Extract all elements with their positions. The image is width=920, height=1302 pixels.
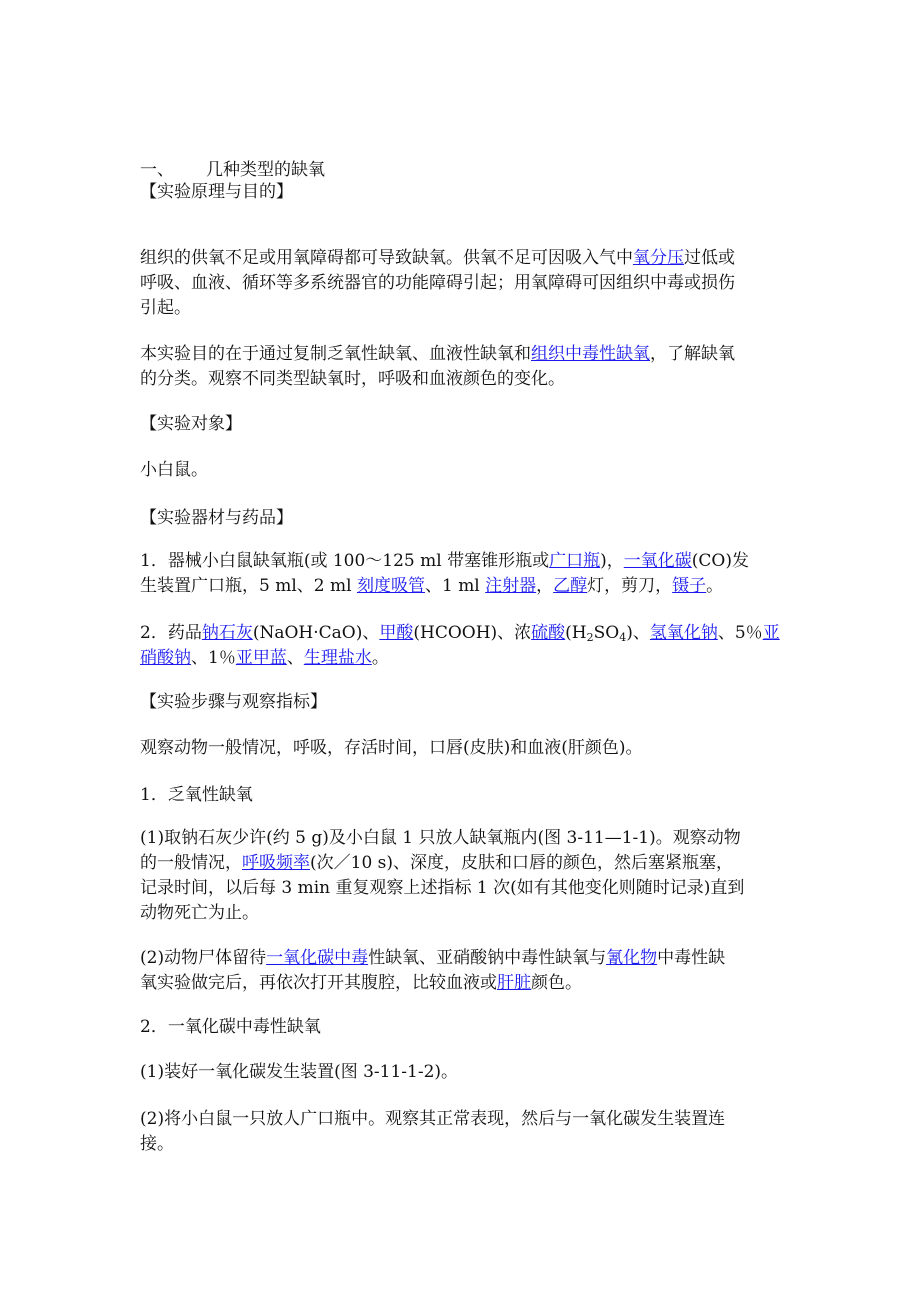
text-run: 颜色。 <box>531 973 582 993</box>
step1-title: 1．乏氧性缺氧 <box>140 785 253 805</box>
heading-steps: 【实验步骤与观察指标】 <box>140 692 327 712</box>
text-run: )， <box>600 551 624 571</box>
link-formic-acid[interactable]: 甲酸 <box>379 623 414 643</box>
text-run: 本实验目的在于通过复制乏氧性缺氧、血液性缺氧和 <box>140 344 531 364</box>
text-run: 过低或 <box>684 248 735 268</box>
materials-item-1 <box>140 549 782 599</box>
steps-intro: 观察动物一般情况，呼吸，存活时间，口唇(皮肤)和血液(肝颜色)。 <box>140 738 643 758</box>
text-line: 的分类。观察不同类型缺氧时，呼吸和血液颜色的变化。 <box>140 369 565 389</box>
link-saline[interactable]: 生理盐水 <box>303 648 372 668</box>
link-ethanol[interactable]: 乙醇 <box>553 576 588 596</box>
text-line: 引起。 <box>140 298 191 318</box>
text-run: 灯，剪刀， <box>587 576 673 596</box>
link-soda-lime[interactable]: 钠石灰 <box>201 623 253 643</box>
text-run: 组织的供氧不足或用氧障碍都可导致缺氧。供氧不足可因吸入气中 <box>140 248 633 268</box>
principle-paragraph-1 <box>140 246 782 321</box>
step2-paragraph-2 <box>140 1107 782 1157</box>
text-run: 2．药品 <box>140 623 202 643</box>
link-wide-mouth-bottle[interactable]: 广口瓶 <box>549 551 601 571</box>
materials-item-2 <box>140 621 782 671</box>
link-carbon-monoxide[interactable]: 一氧化碳 <box>623 551 692 571</box>
text-run: ，了解缺氧 <box>650 344 735 364</box>
link-sodium-nitrite-part1[interactable]: 亚 <box>762 623 780 643</box>
text-line: 接。 <box>140 1134 174 1154</box>
text-run: (次／10 s)、深度，皮肤和口唇的颜色，然后塞紧瓶塞， <box>310 853 734 873</box>
link-respiratory-rate[interactable]: 呼吸频率 <box>242 853 310 873</box>
text-run: 、1 ml <box>424 576 486 596</box>
link-co-poisoning[interactable]: 一氧化碳中毒 <box>266 948 369 968</box>
heading-subject: 【实验对象】 <box>140 414 242 434</box>
text-run: 的一般情况， <box>140 853 242 873</box>
link-cyanide[interactable]: 氰化物 <box>606 948 658 968</box>
subscript: 4 <box>619 631 627 644</box>
section-number: 一、 <box>140 160 174 180</box>
text-run: 氧实验做完后，再依次打开其腹腔，比较血液或 <box>140 973 497 993</box>
text-run: SO <box>593 623 620 643</box>
link-syringe[interactable]: 注射器 <box>485 576 537 596</box>
text-line: (1)取钠石灰少许(约 5 g)及小白鼠 1 只放人缺氧瓶内(图 3-11—1-1)。观察动物 <box>140 828 741 848</box>
heading-materials: 【实验器材与药品】 <box>140 508 293 528</box>
text-line: (2)将小白鼠一只放人广口瓶中。观察其正常表现，然后与一氧化碳发生装置连 <box>140 1109 726 1129</box>
text-run: 、1％ <box>191 648 236 668</box>
principle-paragraph-2 <box>140 342 782 392</box>
text-run: (CO)发 <box>691 551 749 571</box>
text-run: 、 <box>286 648 304 668</box>
step2-paragraph-1: (1)装好一氧化碳发生装置(图 3-11-1-2)。 <box>140 1062 459 1082</box>
link-methylene-blue[interactable]: 亚甲蓝 <box>235 648 287 668</box>
text-run: 。 <box>706 576 724 596</box>
text-run: 。 <box>371 648 389 668</box>
link-histotoxic-hypoxia[interactable]: 组织中毒性缺氧 <box>531 344 650 364</box>
link-sulfuric-acid[interactable]: 硫酸 <box>531 623 566 643</box>
text-line: 记录时间，以后每 3 min 重复观察上述指标 1 次(如有其他变化则随时记录)直到 <box>140 878 745 898</box>
text-line: 动物死亡为止。 <box>140 903 259 923</box>
heading-principle-text: 【实验原理与目的】 <box>140 182 293 202</box>
subscript: 2 <box>586 631 594 644</box>
subject-text: 小白鼠。 <box>140 460 208 480</box>
text-run: (2)动物尸体留待 <box>140 948 267 968</box>
text-run: )、 <box>626 623 650 643</box>
text-run: ， <box>536 576 554 596</box>
text-run: 1．器械小白鼠缺氧瓶(或 100～125 ml 带塞锥形瓶或 <box>140 551 550 571</box>
link-sodium-hydroxide[interactable]: 氢氧化钠 <box>649 623 718 643</box>
text-run: (NaOH·CaO)、 <box>252 623 380 643</box>
text-run: (HCOOH)、浓 <box>413 623 532 643</box>
link-liver[interactable]: 肝脏 <box>497 973 531 993</box>
step1-paragraph-1 <box>140 826 782 926</box>
link-oxygen-partial-pressure[interactable]: 氧分压 <box>633 248 684 268</box>
text-run: (H <box>565 623 587 643</box>
step1-paragraph-2 <box>140 946 782 996</box>
text-run: 生装置广口瓶，5 ml、2 ml <box>140 576 357 596</box>
section-title-text: 几种类型的缺氧 <box>206 160 325 180</box>
text-run: 性缺氧、亚硝酸钠中毒性缺氧与 <box>368 948 607 968</box>
link-tweezers[interactable]: 镊子 <box>672 576 707 596</box>
text-run: 中毒性缺 <box>657 948 726 968</box>
step2-title: 2．一氧化碳中毒性缺氧 <box>140 1017 321 1037</box>
text-run: 、5％ <box>717 623 763 643</box>
text-line: 呼吸、血液、循环等多系统器官的功能障碍引起；用氧障碍可因组织中毒或损伤 <box>140 273 735 293</box>
link-sodium-nitrite-part2[interactable]: 硝酸钠 <box>140 648 191 668</box>
link-graduated-pipette[interactable]: 刻度吸管 <box>356 576 425 596</box>
